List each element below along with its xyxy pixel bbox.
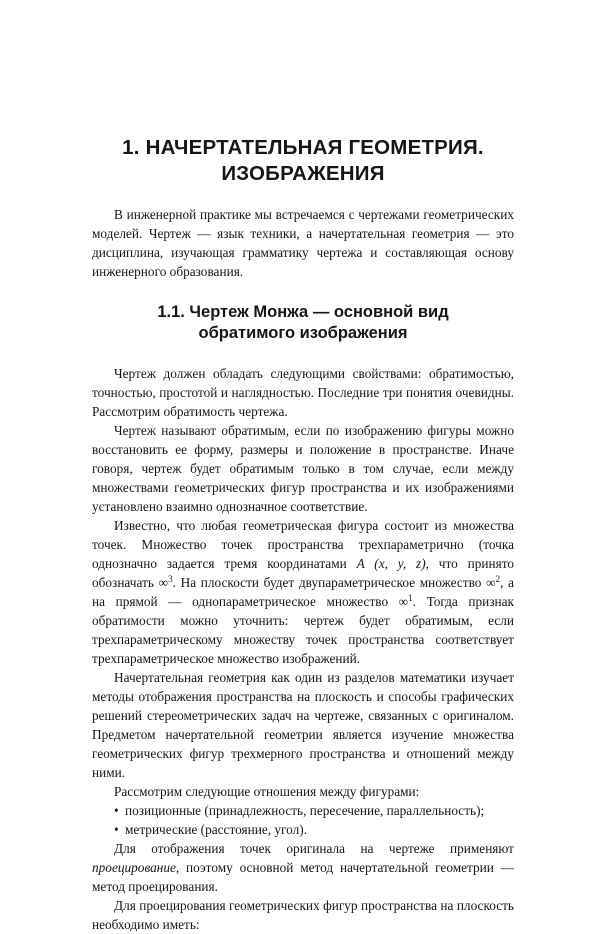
text-segment: , что принято обозначать ∞ bbox=[92, 556, 514, 590]
list-item bbox=[114, 801, 514, 820]
intro-paragraph: В инженерной практике мы встречаемся с чертежами геометрических моделей. Чертеж — язык техники, а начертательная геометрия — это дисциплина, изучающая грамматику чертежа и составляющая основу инженерного образования. bbox=[92, 207, 514, 279]
text-segment: Известно, что любая геометрическая фигура состоит из множества точек. Множество точек пространства трехпараметрично (точка однозначно задается тремя координатами bbox=[92, 518, 514, 571]
paragraph-reversibility: Чертеж называют обратимым, если по изображению фигуры можно восстановить ее форму, размеры и положение в пространстве. Иначе говоря, чертеж будет обратимым только в том случае, если между множествами геометрических фигур пространства и их изображениями установлено взаимно однозначное соответствие. bbox=[92, 423, 514, 514]
paragraph-point-sets bbox=[92, 516, 514, 668]
paragraph-descriptive-geometry: Начертательная геометрия как один из разделов математики изучает методы отображения пространства на плоскость и способы графических решений стереометрических задач на чертеже, связанных с оригиналом. Предметом начертательной геометрии является изучение множества геометрических фигур трехмерного пространства и отношений между ними. bbox=[92, 670, 514, 780]
superscript: 1 bbox=[408, 593, 413, 603]
list-item bbox=[114, 820, 514, 839]
bullet-icon: • bbox=[114, 822, 119, 837]
paragraph-projection-requirements: Для проецирования геометрических фигур пространства на плоскость необходимо иметь: bbox=[92, 898, 514, 932]
list-item-text: позиционные (принадлежность, пересечение, параллельность); bbox=[125, 803, 485, 818]
superscript: 3 bbox=[168, 574, 173, 584]
section-title-line-2: обратимого изображения bbox=[198, 324, 408, 342]
text-segment: Для отображения точек оригинала на чертеже применяют bbox=[114, 841, 514, 856]
paragraph-projection bbox=[92, 839, 514, 896]
emphasis-term: проецирование bbox=[92, 860, 176, 875]
chapter-title-line-2: ИЗОБРАЖЕНИЯ bbox=[221, 162, 385, 185]
text-segment: , поэтому основной метод начертательной геометрии — метод проецирования. bbox=[92, 860, 514, 894]
text-segment: . На плоскости будет двупараметрическое множество ∞ bbox=[172, 575, 496, 590]
text-segment: , а на прямой — однопараметрическое множество ∞ bbox=[92, 575, 514, 609]
section-title bbox=[92, 302, 514, 344]
coordinates-notation: A (x, y, z) bbox=[356, 556, 426, 571]
paragraph-relations-intro: Рассмотрим следующие отношения между фигурами: bbox=[114, 784, 420, 799]
superscript: 2 bbox=[495, 574, 501, 584]
chapter-title-line-1: 1. НАЧЕРТАТЕЛЬНАЯ ГЕОМЕТРИЯ. bbox=[122, 136, 484, 159]
paragraph-properties: Чертеж должен обладать следующими свойствами: обратимостью, точностью, простотой и наглядностью. Последние три понятия очевидны. Рассмотрим обратимость чертежа. bbox=[92, 366, 514, 419]
text-segment: . Тогда признак обратимости можно уточнить: чертеж будет обратимым, если трехпараметрическому множеству точек пространства соответствует трехпараметрическое множество изображений. bbox=[92, 594, 515, 666]
bullet-icon: • bbox=[114, 803, 119, 818]
chapter-title bbox=[92, 0, 514, 187]
relations-list bbox=[92, 801, 514, 839]
section-title-line-1: 1.1. Чертеж Монжа — основной вид bbox=[157, 303, 449, 321]
list-item-text: метрические (расстояние, угол). bbox=[125, 822, 308, 837]
